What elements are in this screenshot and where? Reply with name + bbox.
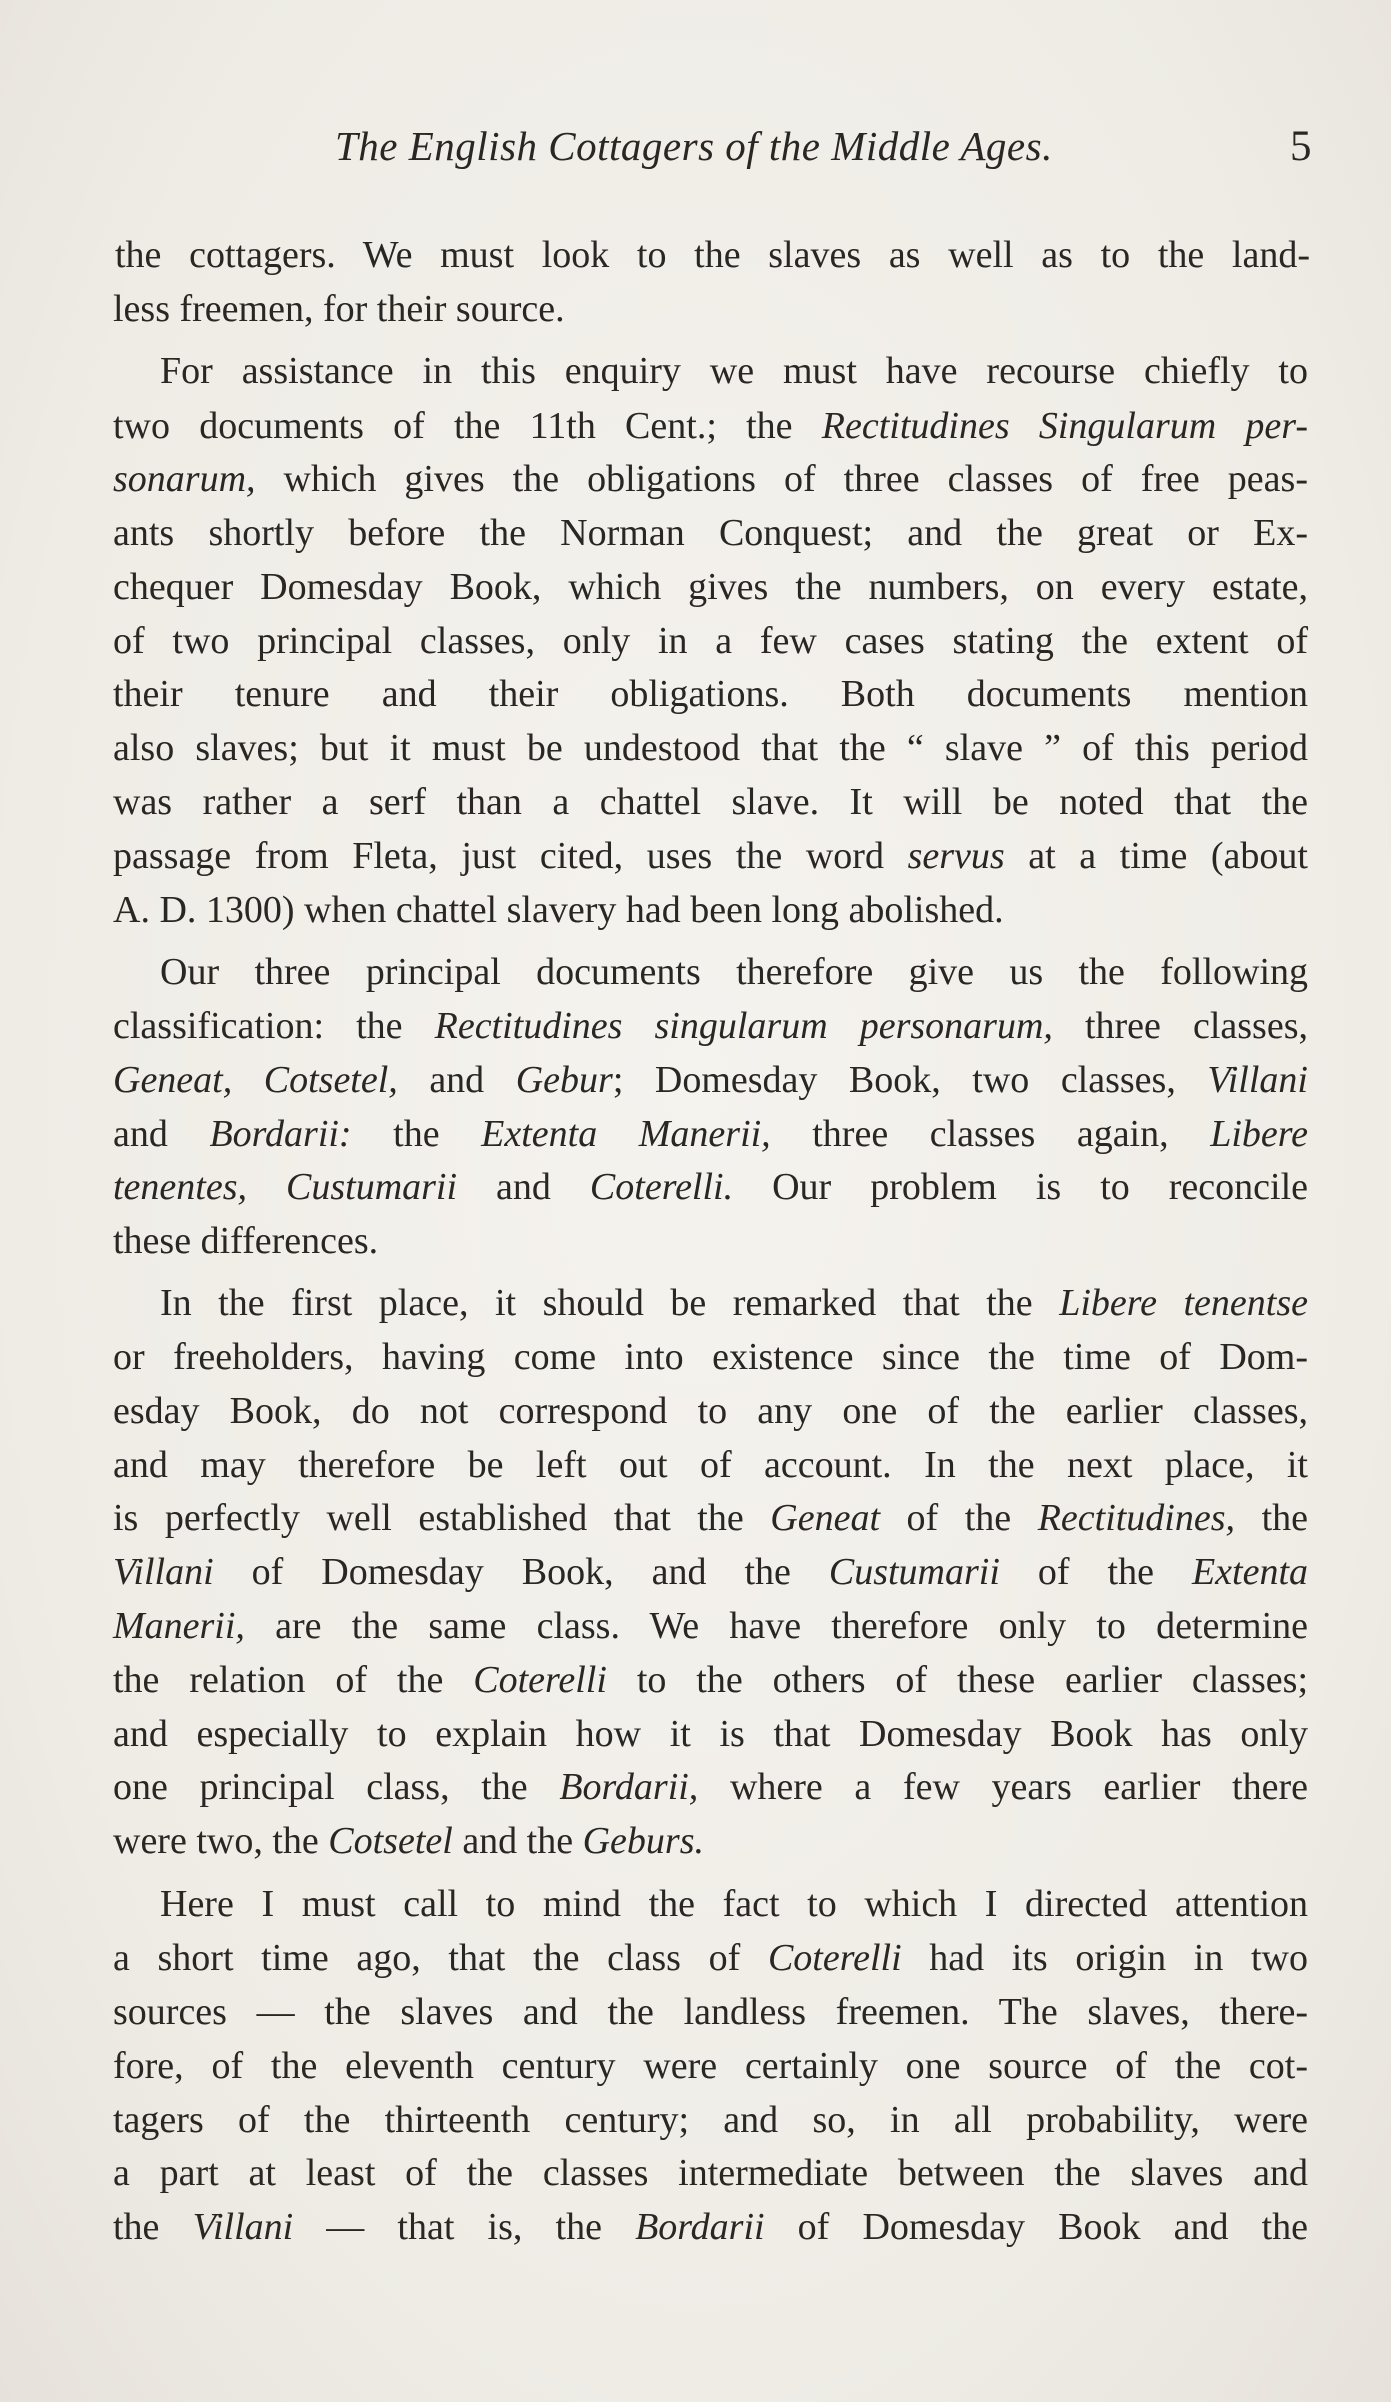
text-run: were two, the [113, 1820, 329, 1862]
text-line [113, 1115, 1308, 1153]
text-run: and especially to explain how it is that Domesday Book has only [113, 1713, 1308, 1755]
text-line [113, 2208, 1308, 2246]
text-run: of the [999, 1551, 1192, 1593]
text-line [113, 891, 1308, 929]
text-run: less freemen, for their source. [113, 288, 565, 330]
text-line [113, 1553, 1308, 1591]
text-line [160, 1885, 1308, 1923]
text-line [113, 622, 1308, 660]
text-line [113, 1993, 1308, 2031]
text-line [113, 1607, 1308, 1645]
text-run: also slaves; but it must be undestood that the “ slave ” of this period [113, 727, 1308, 769]
text-run: where a few years earlier there [698, 1766, 1308, 1808]
italic-text: servus [907, 835, 1005, 877]
text-run: Here I must call to mind the fact to which I directed attention [160, 1883, 1308, 1925]
text-run: the [113, 2206, 193, 2248]
italic-text: Cotsetel [328, 1820, 453, 1862]
text-run: or freeholders, having come into existence since the time of Dom- [113, 1336, 1308, 1378]
text-line [113, 1715, 1308, 1753]
text-run: sources — the slaves and the landless freemen. The slaves, there- [113, 1991, 1308, 2033]
text-line [113, 837, 1308, 875]
italic-text: Bordarii: [209, 1113, 352, 1155]
italic-text: Bordarii [635, 2206, 765, 2248]
italic-text: Geneat, Cotsetel, [113, 1059, 398, 1101]
text-run: three classes, [1052, 1005, 1308, 1047]
text-run: of Domesday Book, and the [213, 1551, 829, 1593]
italic-text: Libere tenentse [1059, 1282, 1308, 1324]
text-line [113, 1768, 1308, 1806]
text-line [113, 290, 1308, 328]
text-line [113, 675, 1308, 713]
text-run: had its origin in two [901, 1937, 1308, 1979]
text-line [113, 2047, 1308, 2085]
text-line [113, 2154, 1308, 2192]
text-line [113, 1168, 1308, 1206]
text-line [113, 460, 1308, 498]
italic-text: Custumarii [828, 1551, 1000, 1593]
italic-text: Geneat [770, 1497, 880, 1539]
italic-text: Geburs. [582, 1820, 704, 1862]
italic-text: Extenta [1191, 1551, 1309, 1593]
text-line [113, 783, 1308, 821]
text-line [113, 1338, 1308, 1376]
text-run: the relation of the [113, 1659, 474, 1701]
page-number: 5 [1290, 123, 1312, 170]
text-run: and [397, 1059, 516, 1101]
text-line [160, 1284, 1308, 1322]
text-run: is perfectly well established that the [113, 1497, 771, 1539]
text-run: the [1235, 1497, 1308, 1539]
text-run: tagers of the thirteenth century; and so, in all probability, were [113, 2099, 1308, 2141]
italic-text: Villani [1207, 1059, 1308, 1101]
italic-text: Gebur [515, 1059, 613, 1101]
text-run: the cottagers. We must look to the slaves as well as to the land- [115, 234, 1310, 276]
text-run: and the [452, 1820, 583, 1862]
text-run: A. D. 1300) when chattel slavery had been long abolished. [113, 889, 1004, 931]
text-run: to the others of these earlier classes; [606, 1659, 1309, 1701]
text-line [113, 2101, 1308, 2139]
text-run: and may therefore be left out of account. In the next place, it [113, 1444, 1308, 1486]
italic-text: Bordarii, [559, 1766, 699, 1808]
italic-text: Manerii, [113, 1605, 245, 1647]
italic-text: Rectitudines singularum personarum, [434, 1005, 1053, 1047]
text-run: fore, of the eleventh century were certainly one source of the cot- [113, 2045, 1308, 2087]
text-line [160, 352, 1308, 390]
text-line [113, 1392, 1308, 1430]
text-run: three classes again, [770, 1113, 1211, 1155]
italic-text: Coterelli [767, 1937, 902, 1979]
italic-text: Extenta Manerii, [481, 1113, 771, 1155]
text-run: the [351, 1113, 482, 1155]
text-run: chequer Domesday Book, which gives the numbers, on every estate, [113, 566, 1308, 608]
text-line [113, 1939, 1308, 1977]
text-line [113, 407, 1308, 445]
text-line [113, 1661, 1308, 1699]
text-run: of the [880, 1497, 1038, 1539]
text-run: which gives the obligations of three classes of free peas- [255, 458, 1308, 500]
text-run: and [113, 1113, 210, 1155]
italic-text: sonarum, [113, 458, 256, 500]
text-line [113, 1499, 1308, 1537]
text-run: For assistance in this enquiry we must have recourse chiefly to [160, 350, 1308, 392]
italic-text: Rectitudines, [1037, 1497, 1236, 1539]
text-line [113, 514, 1308, 552]
text-run: was rather a serf than a chattel slave. It will be noted that the [113, 781, 1308, 823]
text-line [113, 1007, 1308, 1045]
text-run: esday Book, do not correspond to any one of the earlier classes, [113, 1390, 1308, 1432]
text-line [113, 1446, 1308, 1484]
text-run: a part at least of the classes intermediate between the slaves and [113, 2152, 1308, 2194]
text-line [113, 1061, 1308, 1099]
text-run: — that is, the [293, 2206, 636, 2248]
text-run: at a time (about [1004, 835, 1308, 877]
text-line [115, 236, 1310, 274]
running-head [0, 122, 1391, 182]
text-run: of two principal classes, only in a few cases stating the extent of [113, 620, 1308, 662]
text-run: of Domesday Book and the [764, 2206, 1308, 2248]
text-run: and [457, 1166, 590, 1208]
text-run: In the first place, it should be remarked that the [160, 1282, 1060, 1324]
text-line [113, 568, 1308, 606]
italic-text: Rectitudines Singularum per- [821, 405, 1308, 447]
text-run: two documents of the 11th Cent.; the [113, 405, 822, 447]
italic-text: Coterelli. [589, 1166, 734, 1208]
italic-text: Coterelli [473, 1659, 607, 1701]
text-run: passage from Fleta, just cited, uses the word [113, 835, 908, 877]
text-run: a short time ago, that the class of [113, 1937, 768, 1979]
text-line [160, 953, 1308, 991]
italic-text: Villani [192, 2206, 294, 2248]
italic-text: Villani [113, 1551, 214, 1593]
text-run: these differences. [113, 1220, 379, 1262]
italic-text: Libere [1210, 1113, 1308, 1155]
italic-text: tenentes, Custumarii [113, 1166, 458, 1208]
text-line [113, 729, 1308, 767]
text-line [113, 1222, 1308, 1260]
text-run: are the same class. We have therefore only to determine [244, 1605, 1308, 1647]
text-run: ; Domesday Book, two classes, [612, 1059, 1208, 1101]
text-run: Our problem is to reconcile [733, 1166, 1308, 1208]
running-title: The English Cottagers of the Middle Ages. [335, 123, 1053, 169]
text-run: their tenure and their obligations. Both documents mention [113, 673, 1308, 715]
text-run: classification: the [113, 1005, 435, 1047]
text-run: one principal class, the [113, 1766, 560, 1808]
text-line [113, 1822, 1308, 1860]
text-run: ants shortly before the Norman Conquest; and the great or Ex- [113, 512, 1308, 554]
text-run: Our three principal documents therefore give us the following [160, 951, 1308, 993]
